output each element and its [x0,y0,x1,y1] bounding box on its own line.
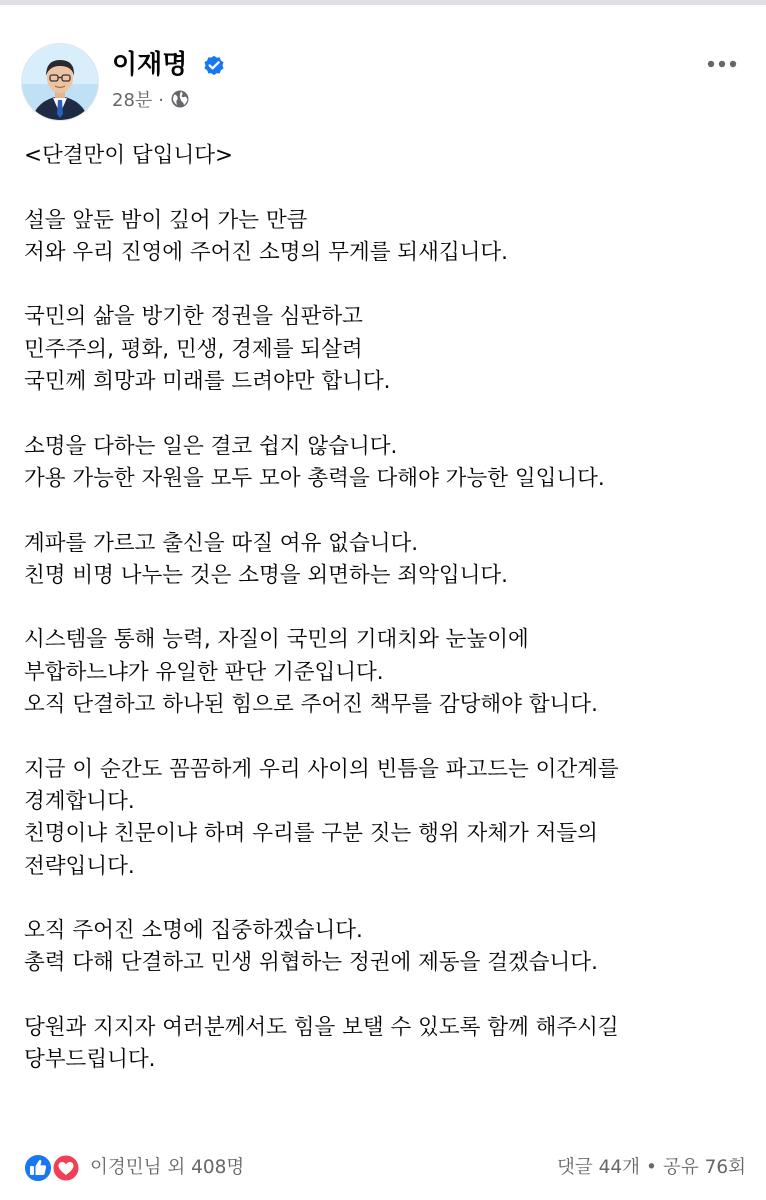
shares-count[interactable]: 공유 76회 [662,1157,746,1178]
post-line: <단결만이 답입니다> [24,143,234,168]
post-footer [22,1152,746,1186]
post-line: 저와 우리 진영에 주어진 소명의 무게를 되새깁니다. [24,239,508,265]
author-name[interactable]: 이재명 [112,50,188,80]
love-reaction-icon [53,1155,80,1182]
post-line [24,269,744,301]
post-line [24,980,744,1012]
post-header [22,44,746,124]
post-line: 부합하느냐가 유일한 판단 기준입니다. [24,659,384,685]
post-line: 설을 앞둔 밤이 깊어 가는 만큼 [24,207,308,233]
post-line: 경계합니다. [24,788,135,814]
post-line: 전략입니다. [24,853,135,879]
reaction-icons[interactable] [22,1153,84,1183]
reactions-summary[interactable]: 이경민님 외 408명 [90,1157,245,1178]
post-line: 계파를 가르고 출신을 따질 여유 없습니다. [24,530,419,556]
post-text [24,140,744,1077]
post-line: 오직 단결하고 하나된 힘으로 주어진 책무를 감당해야 합니다. [24,692,598,718]
post-line: 친명이냐 친문이냐 하며 우리를 구분 짓는 행위 자체가 저들의 [24,821,598,847]
globe-icon[interactable] [170,89,190,109]
post-line [24,172,744,204]
post-line: 오직 주어진 소명에 집중하겠습니다. [24,918,363,944]
post-line: 지금 이 순간도 꼼꼼하게 우리 사이의 빈틈을 파고드는 이간계를 [24,756,619,782]
post-line [24,398,744,430]
top-divider [0,0,766,5]
post-line [24,883,744,915]
post-line [24,721,744,753]
post-line: 총력 다해 단결하고 민생 위협하는 정권에 제동을 걸겠습니다. [24,950,598,976]
post-line: 친명 비명 나누는 것은 소명을 외면하는 죄악입니다. [24,562,508,588]
post-line: 국민께 희망과 미래를 드려야만 합니다. [24,369,391,395]
post-line: 민주주의, 평화, 민생, 경제를 되살려 [24,336,363,362]
more-options-button[interactable] [704,52,740,76]
engagement-stats [557,1154,746,1182]
post-line [24,592,744,624]
post-line: 국민의 삶을 방기한 정권을 심판하고 [24,304,363,330]
post-line: 시스템을 통해 능력, 자질이 국민의 기대치와 눈높이에 [24,627,529,653]
post-line: 소명을 다하는 일은 결코 쉽지 않습니다. [24,433,398,459]
post-line: 당원과 지지자 여러분께서도 힘을 보탤 수 있도록 함께 해주시길 [24,1015,619,1041]
more-options-icon [704,52,740,76]
post-line [24,495,744,527]
post-line: 당부드립니다. [24,1047,156,1073]
post-line: 가용 가능한 자원을 모두 모아 총력을 다해야 가능한 일입니다. [24,465,605,491]
post-meta [112,88,190,114]
stats-separator: • [646,1157,657,1178]
like-reaction-icon [24,1154,52,1182]
post-time[interactable]: 28분 [112,90,153,111]
author-name-row [112,48,226,82]
author-avatar[interactable] [22,44,98,120]
verified-badge-icon [202,52,226,76]
meta-separator: · [158,90,165,111]
avatar-portrait [22,44,98,120]
comments-count[interactable]: 댓글 44개 [556,1157,641,1178]
